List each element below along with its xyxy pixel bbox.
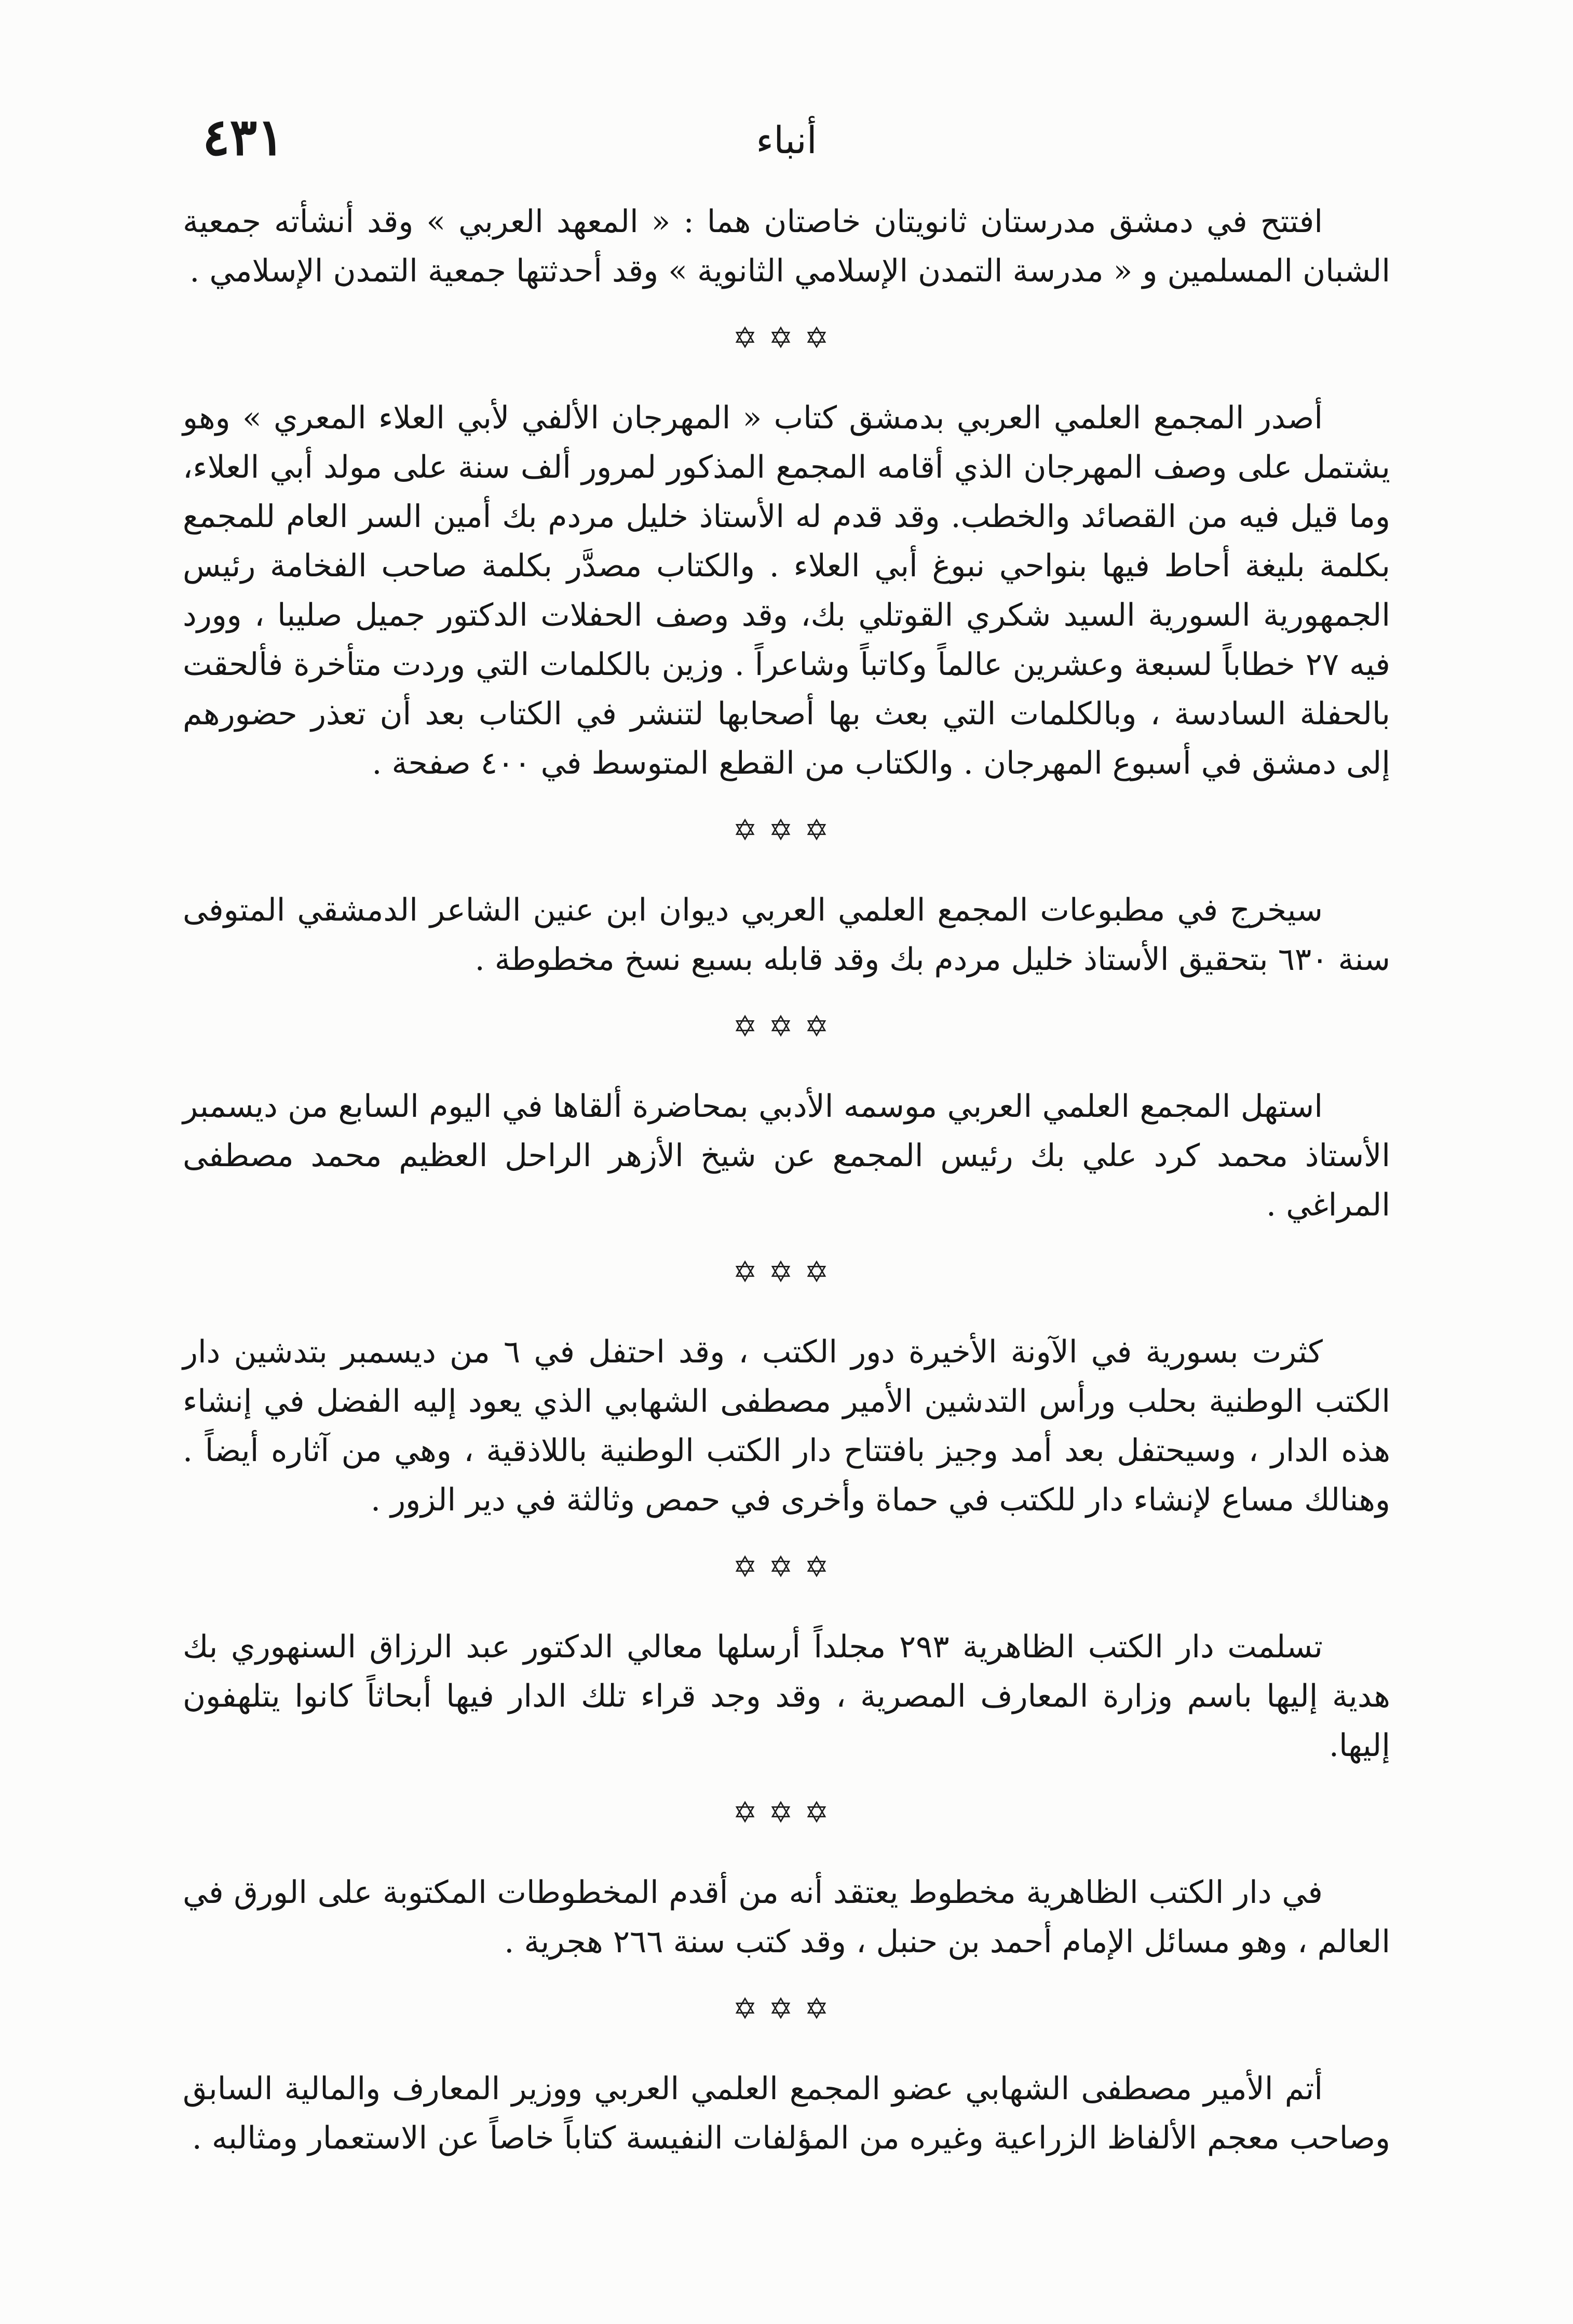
section-separator: ✡✡✡ bbox=[733, 1796, 840, 1830]
section-separator: ✡✡✡ bbox=[733, 1010, 840, 1044]
running-head: أنباء bbox=[756, 118, 817, 162]
news-item-zahiriya-gift: تسلمت دار الكتب الظاهرية ٢٩٣ مجلداً أرسلها معالي الدكتور عبد الرزاق السنهوري بك هدية إليها باسم وزارة المعارف المصرية ، وقد وجد قراء تلك الدار فيها أبحاثاً كانوا يتلهفون إليها. bbox=[183, 1629, 1390, 1764]
page-header bbox=[171, 106, 1402, 184]
news-item-manuscript: في دار الكتب الظاهرية مخطوط يعتقد أنه من أقدم المخطوطات المكتوبة على الورق في العالم ، وهو مسائل الإمام أحمد بن حنبل ، وقد كتب سنة ٢٦٦ هجرية . bbox=[183, 1874, 1390, 1960]
news-item-schools: افتتح في دمشق مدرستان ثانويتان خاصتان هما : « المعهد العربي » وقد أنشأته جمعية الشبان المسلمين و « مدرسة التمدن الإسلامي الثانوية » وقد أحدثتها جمعية التمدن الإسلامي . bbox=[183, 204, 1390, 289]
news-body bbox=[183, 197, 1390, 2163]
section-separator: ✡✡✡ bbox=[733, 321, 840, 355]
news-item-shihabi-book: أتم الأمير مصطفى الشهابي عضو المجمع العلمي العربي ووزير المعارف والمالية السابق وصاحب معجم الألفاظ الزراعية وغيره من المؤلفات النفيسة كتاباً خاصاً عن الاستعمار ومثالبه . bbox=[183, 2071, 1390, 2156]
page-number: ٤٣١ bbox=[202, 107, 284, 167]
section-separator: ✡✡✡ bbox=[733, 1992, 840, 2026]
news-item-ibn-unayn-diwan: سيخرج في مطبوعات المجمع العلمي العربي ديوان ابن عنين الشاعر الدمشقي المتوفى سنة ٦٣٠ بتحقيق الأستاذ خليل مردم بك وقد قابله بسبع نسخ مخطوطة . bbox=[183, 892, 1390, 978]
section-separator: ✡✡✡ bbox=[733, 814, 840, 847]
news-item-literary-season: استهل المجمع العلمي العربي موسمه الأدبي بمحاضرة ألقاها في اليوم السابع من ديسمبر الأستاذ محمد كرد علي بك رئيس المجمع عن شيخ الأزهر الراحل العظيم محمد مصطفى المراغي . bbox=[183, 1088, 1390, 1223]
news-item-libraries: كثرت بسورية في الآونة الأخيرة دور الكتب ، وقد احتفل في ٦ من ديسمبر بتدشين دار الكتب الوطنية بحلب ورأس التدشين الأمير مصطفى الشهابي الذي يعود إليه الفضل في إنشاء هذه الدار ، وسيحتفل بعد أمد وجيز بافتتاح دار الكتب الوطنية باللاذقية ، وهي من آثاره أيضاً . وهنالك مساع لإنشاء دار للكتب في حماة وأخرى في حمص وثالثة في دير الزور . bbox=[183, 1334, 1390, 1518]
news-item-millennium-book: أصدر المجمع العلمي العربي بدمشق كتاب « المهرجان الألفي لأبي العلاء المعري » وهو يشتمل على وصف المهرجان الذي أقامه المجمع المذكور لمرور ألف سنة على مولد أبي العلاء، وما قيل فيه من القصائد والخطب. وقد قدم له الأستاذ خليل مردم بك أمين السر العام للمجمع بكلمة بليغة أحاط فيها بنواحي نبوغ أبي العلاء . والكتاب مصدَّر بكلمة صاحب الفخامة رئيس الجمهورية السورية السيد شكري القوتلي بك، وقد وصف الحفلات الدكتور جميل صليبا ، وورد فيه ٢٧ خطاباً لسبعة وعشرين عالماً وكاتباً وشاعراً . وزين بالكلمات التي وردت متأخرة فألحقت بالحفلة السادسة ، وبالكلمات التي بعث بها أصحابها لتنشر في الكتاب بعد أن تعذر حضورهم إلى دمشق في أسبوع المهرجان . والكتاب من القطع المتوسط في ٤٠٠ صفحة . bbox=[183, 400, 1391, 781]
section-separator: ✡✡✡ bbox=[733, 1255, 840, 1289]
section-separator: ✡✡✡ bbox=[733, 1550, 840, 1584]
